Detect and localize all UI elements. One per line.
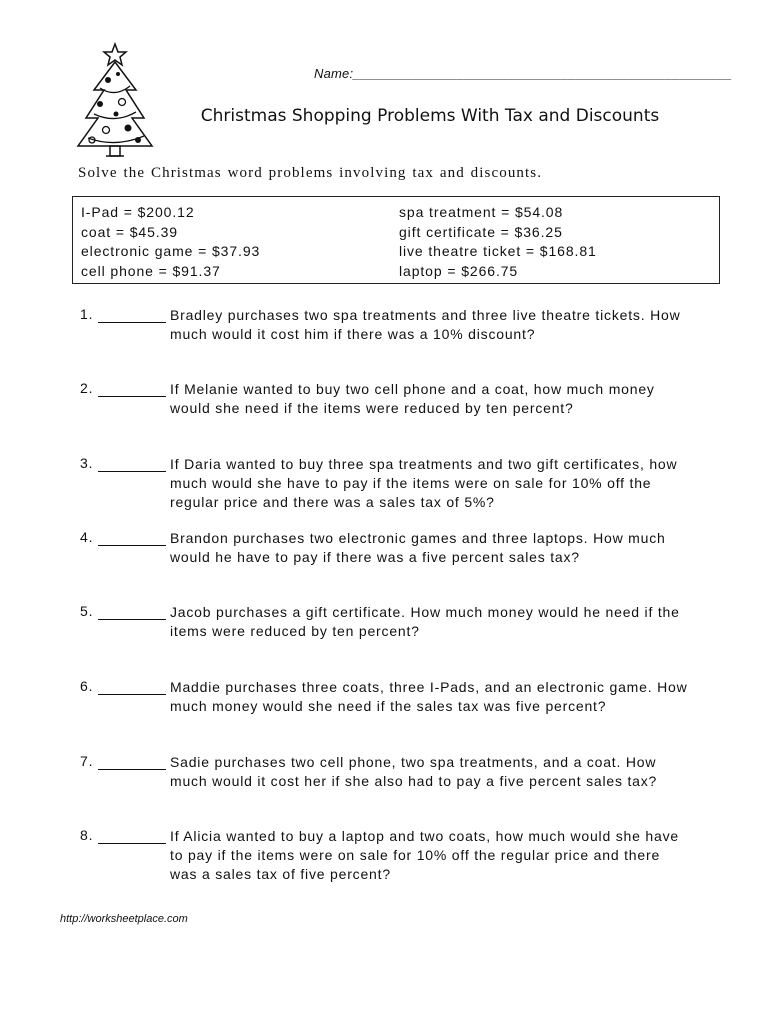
problem-number: 4. [80,529,94,545]
answer-blank[interactable] [98,471,166,472]
price-item: cell phone = $91.37 [81,262,221,279]
problem-number: 7. [80,753,94,769]
christmas-tree-icon [76,42,154,162]
answer-blank[interactable] [98,769,166,770]
problem-text: Bradley purchases two spa treatments and three live theatre tickets. How much would it cost him if there was a 10% discount? [170,307,681,342]
problem-text: If Alicia wanted to buy a laptop and two coats, how much would she have to pay if the items were on sale for 10% off the regular price and there was a sales tax of five percent? [170,828,679,882]
instructions-text: Solve the Christmas word problems involving tax and discounts. [78,165,543,181]
price-list-left-column [81,203,260,281]
problem-number: 6. [80,678,94,694]
answer-blank[interactable] [98,322,166,323]
problem-number: 2. [80,380,94,396]
problem-text: Maddie purchases three coats, three I-Pads, and an electronic game. How much money would she need if the sales tax was five percent? [170,679,688,714]
problem-number: 5. [80,603,94,619]
price-item: gift certificate = $36.25 [399,223,563,240]
price-list-box [72,196,720,284]
worksheet-title: Christmas Shopping Problems With Tax and Discounts [200,106,660,126]
problem-text: If Melanie wanted to buy two cell phone and a coat, how much money would she need if the items were reduced by ten percent? [170,381,655,416]
problem-number: 8. [80,827,94,843]
price-item: electronic game = $37.93 [81,243,261,259]
answer-blank[interactable] [98,843,166,844]
problem-text: Jacob purchases a gift certificate. How much money would he need if the items were reduced by ten percent? [170,604,680,639]
answer-blank[interactable] [98,396,166,397]
problem-number: 3. [80,455,94,471]
problem-number: 1. [80,306,94,322]
price-item: laptop = $266.75 [399,262,519,279]
price-item: I-Pad = $200.12 [81,204,195,220]
price-item: spa treatment = $54.08 [399,204,564,220]
footer-url[interactable]: http://worksheetplace.com [60,913,188,925]
answer-blank[interactable] [98,694,166,695]
price-list-right-column [399,203,597,281]
answer-blank[interactable] [98,545,166,546]
answer-blank[interactable] [98,619,166,620]
problem-text: Sadie purchases two cell phone, two spa treatments, and a coat. How much would it cost her if she also had to pay a five percent sales tax? [170,754,658,789]
name-field-label[interactable]: Name:___________________________________________________ [314,66,733,81]
price-item: coat = $45.39 [81,223,178,240]
problem-text: Brandon purchases two electronic games and three laptops. How much would he have to pay if there was a five percent sales tax? [170,530,666,565]
price-item: live theatre ticket = $168.81 [399,243,597,259]
problem-text: If Daria wanted to buy three spa treatments and two gift certificates, how much would she have to pay if the items were on sale for 10% off the regular price and there was a sales tax of 5%? [170,456,678,510]
